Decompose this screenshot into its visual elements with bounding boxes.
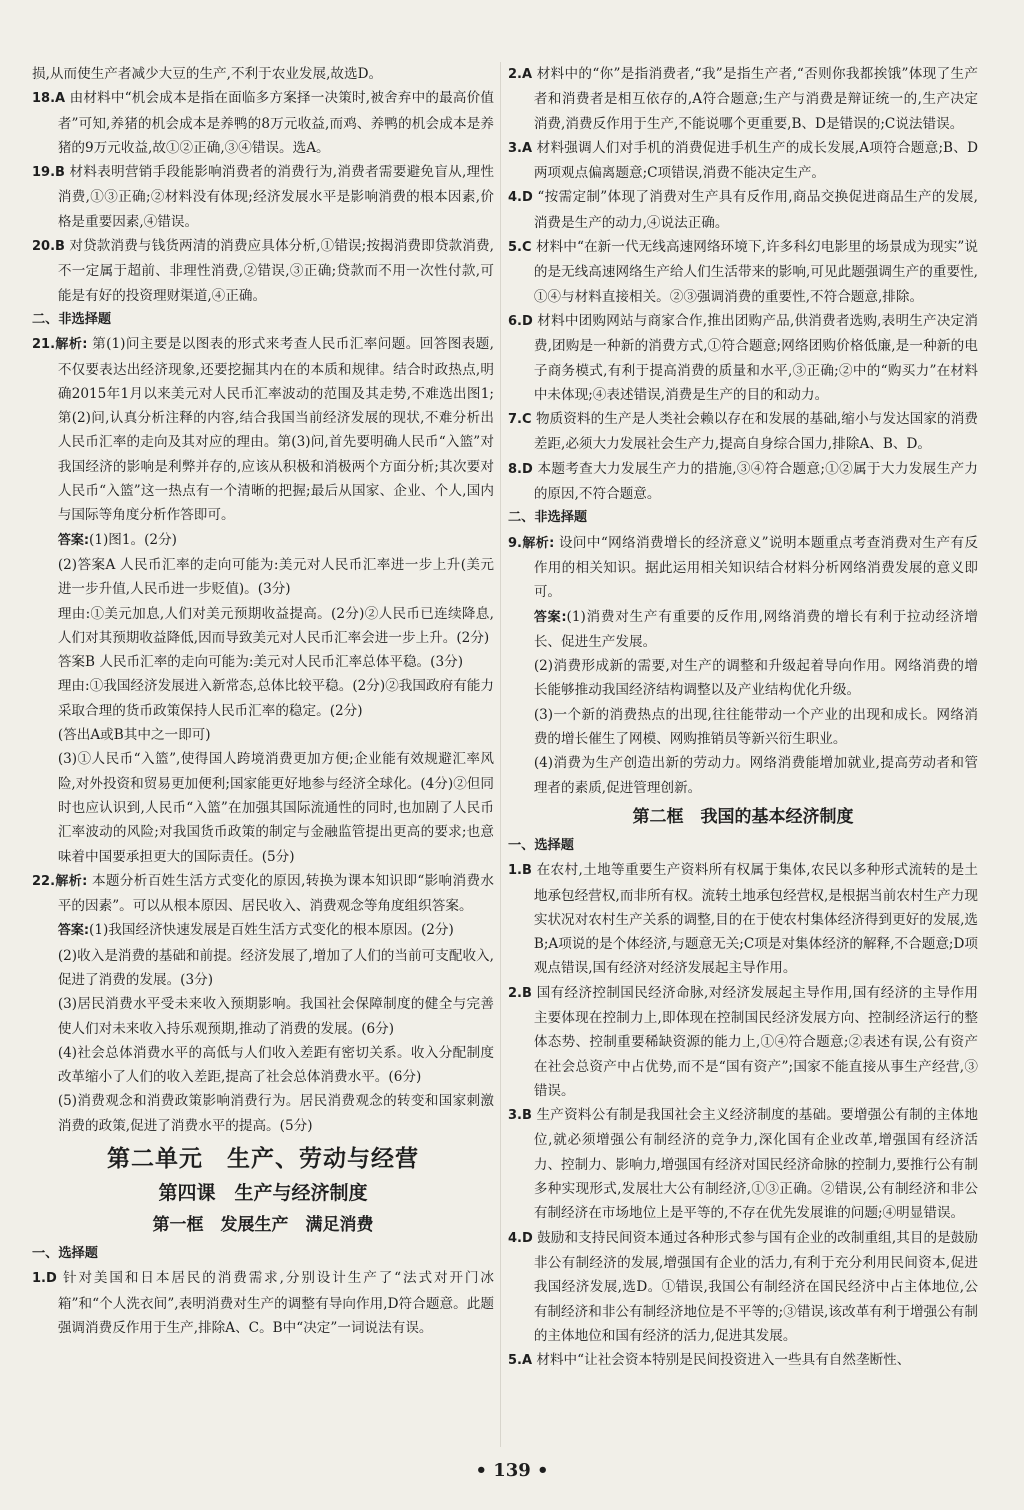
page-number: • 139 • bbox=[475, 1460, 549, 1481]
answer-text: 第(1)问主要是以图表的形式来考查人民币汇率问题。回答图表题,不仅要表达出经济现象,还要挖掘其内在的本质和规律。结合时政热点,明确2015年1月以来美元对人民币汇率波动的范围及其走势,不难选出图1;第(2)问,认真分析注释的内容,结合我国当前经济发展的现状,不难分析出人民币汇率的走向及其对应的理由。第(3)问,首先要明确人民币“入篮”对我国经济的影响是利弊并存的,应该从积极和消极两个方面分析;其次要对人民币“入篮”这一热点有一个清晰的把握;最后从国家、企业、个人,国内与国际等角度分析作答即可。 bbox=[57, 336, 495, 524]
answer-number: 19.B bbox=[32, 165, 65, 181]
answer-label: 答案: bbox=[57, 923, 90, 939]
answer-text: 对贷款消费与钱货两清的消费应具体分析,①错误;按揭消费即贷款消费,不一定属于超前、非理性消费,②错误,③正确;贷款而不用一次性付款,可能是有好的投资理财渠道,④正确。 bbox=[57, 238, 494, 304]
answer-detail bbox=[508, 605, 978, 655]
section-heading: 一、选择题 bbox=[508, 837, 574, 853]
answer-number: 6.D bbox=[508, 313, 533, 329]
answer-number: 20.B bbox=[32, 239, 65, 255]
answer-item bbox=[508, 457, 978, 507]
answer-detail-text: 理由:①我国经济发展进入新常态,总体比较平稳。(2分)②我国政府有能力采取合理的货币政策保持人民币汇率的稳定。(2分) bbox=[57, 678, 494, 719]
answer-text: 本题考查大力发展生产力的措施,③④符合题意;①②属于大力发展生产力的原因,不符合题意。 bbox=[533, 460, 978, 503]
answer-number: 21.解析: bbox=[32, 337, 88, 353]
answer-detail-text: (3)①人民币“入篮”,使得国人跨境消费更加方便;企业能有效规避汇率风险,对外投资和贸易更加便利;国家能更好地参与经济全球化。(4分)②但同时也应认识到,人民币“入篮”在加强其国际流通性的同时,也加剧了人民币汇率波动的风险;对我国货币政策的制定与金融监管提出更高的要求;也意味着中国要承担更大的国际责任。(5分) bbox=[57, 751, 494, 865]
answer-number: 4.D bbox=[508, 190, 533, 206]
answer-detail bbox=[508, 703, 978, 752]
unit-title: 第二单元 生产、劳动与经营 bbox=[107, 1146, 419, 1173]
lesson-title: 第四课 生产与经济制度 bbox=[158, 1182, 368, 1205]
section-heading: 二、非选择题 bbox=[32, 311, 112, 327]
answer-number: 1.D bbox=[32, 1271, 57, 1287]
answer-text: 材料强调人们对手机的消费促进手机生产的成长发展,A项符合题意;B、D两项观点偏离题意;C项错误,消费不能决定生产。 bbox=[533, 139, 979, 182]
answer-detail-text: (1)消费对生产有重要的反作用,网络消费的增长有利于拉动经济增长、促进生产发展。 bbox=[533, 608, 979, 650]
answer-text: 本题分析百姓生活方式变化的原因,转换为课本知识即“影响消费水平的因素”。可以从根本原因、居民收入、消费观念等角度组织答案。 bbox=[57, 872, 494, 915]
answer-number: 9.解析: bbox=[508, 535, 555, 551]
answer-detail bbox=[32, 918, 494, 943]
answer-item bbox=[508, 981, 978, 1103]
answer-detail bbox=[32, 1041, 494, 1090]
left-column bbox=[32, 62, 494, 1340]
answer-text: 材料中的“你”是指消费者,“我”是指生产者,“否则你我都挨饿”体现了生产者和消费者是相互依存的,A符合题意;生产与消费是辩证统一的,生产决定消费,消费反作用于生产,不能说哪个更重要,B、D是错误的;C说法错误。 bbox=[533, 66, 978, 132]
answer-text: 材料中“在新一代无线高速网络环境下,许多科幻电影里的场景成为现实”说的是无线高速网络生产给人们生活带来的影响,可见此题强调生产的重要性,①④与材料直接相关。②③强调消费的重要性,不符合题意,排除。 bbox=[533, 239, 979, 305]
answer-number: 5.C bbox=[508, 240, 532, 256]
answer-detail-text: (5)消费观念和消费政策影响消费行为。居民消费观念的转变和国家刺激消费的政策,促进了消费水平的提高。(5分) bbox=[57, 1093, 494, 1134]
answer-detail bbox=[32, 944, 494, 993]
answer-item bbox=[32, 1266, 494, 1340]
answer-text: 鼓励和支持民间资本通过各种形式参与国有企业的改制重组,其目的是鼓励非公有制经济的发展,增强国有企业的活力,有利于充分利用民间资本,促进我国经济发展,选D。①错误,我国公有制经济在国民经济中占主体地位,公有制经济和非公有制经济地位是不平等的;③错误,该改革有利于增强公有制的主体地位和国有经济的活力,促进其发展。 bbox=[533, 1229, 978, 1344]
answer-text: 材料中“让社会资本特别是民间投资进入一些具有自然垄断性、 bbox=[536, 1352, 911, 1369]
frame-title: 第一框 发展生产 满足消费 bbox=[152, 1215, 374, 1236]
answer-text: 物质资料的生产是人类社会赖以存在和发展的基础,缩小与发达国家的消费差距,必须大力发展社会生产力,提高自身综合国力,排除A、B、D。 bbox=[533, 411, 978, 453]
answer-item bbox=[508, 136, 978, 186]
answer-detail-text: (答出A或B其中之一即可) bbox=[57, 727, 211, 744]
answer-text: 在农村,土地等重要生产资料所有权属于集体,农民以多种形式流转的是土地承包经营权,而非所有权。流转土地承包经营权,是根据当前农村生产力现实状况对农村生产关系的调整,目的在于使农村集体经济得到更好的发展,选B;A项说的是个体经济,与题意无关;C项是对集体经济的解释,不合题意;D项观点错误,国有经济对经济发展起主导作用。 bbox=[533, 862, 979, 977]
answer-item bbox=[508, 858, 978, 980]
answer-number: 7.C bbox=[508, 412, 532, 428]
right-column bbox=[508, 62, 978, 1373]
answer-number: 3.B bbox=[508, 1108, 532, 1124]
continued-paragraph bbox=[32, 62, 494, 86]
answer-detail-text: (2)消费形成新的需要,对生产的调整和升级起着导向作用。网络消费的增长能够推动我国经济结构调整以及产业结构优化升级。 bbox=[533, 658, 978, 699]
answer-detail-text: (1)图1。(2分) bbox=[89, 531, 177, 548]
answer-item bbox=[32, 160, 494, 234]
answer-detail-text: (2)收入是消费的基础和前提。经济发展了,增加了人们的当前可支配收入,促进了消费的发展。(3分) bbox=[57, 947, 494, 988]
answer-text: 材料中团购网站与商家合作,推出团购产品,供消费者选购,表明生产决定消费,团购是一种新的消费方式,①符合题意;网络团购价格低廉,是一种新的电子商务模式,有利于提高消费的质量和水平,③正确;②中的“购买力”在材料中未体现;④表述错误,消费是生产的目的和动力。 bbox=[533, 312, 978, 403]
column-divider bbox=[500, 62, 501, 1447]
answer-item bbox=[32, 234, 494, 308]
answer-detail-text: (3)一个新的消费热点的出现,往往能带动一个产业的出现和成长。网络消费的增长催生了网模、网购推销员等新兴衍生职业。 bbox=[533, 706, 978, 748]
answer-number: 5.A bbox=[508, 1353, 533, 1369]
answer-label: 答案: bbox=[533, 609, 567, 625]
answer-item bbox=[508, 235, 978, 309]
answer-text: 材料表明营销手段能影响消费者的消费行为,消费者需要避免盲从,理性消费,①③正确;②材料没有体现;经济发展水平是影响消费的根本因素,价格是重要因素,④错误。 bbox=[57, 164, 495, 230]
answer-item bbox=[32, 332, 494, 527]
answer-text: 国有经济控制国民经济命脉,对经济发展起主导作用,国有经济的主导作用主要体现在控制力上,即体现在控制国民经济发展方向、控制经济运行的整体态势、控制重要稀缺资源的能力上,①④符合题意;②表述有误,公有资产在社会总资产中占优势,而不是“国有资产”;国家不能直接从事生产经营,③错误。 bbox=[533, 984, 979, 1099]
answer-detail-text: (2)答案A 人民币汇率的走向可能为:美元对人民币汇率进一步上升(美元进一步升值,人民币进一步贬值)。(3分) bbox=[57, 556, 494, 598]
answer-detail bbox=[32, 602, 494, 651]
answer-number: 3.A bbox=[508, 140, 533, 156]
answer-number: 22.解析: bbox=[32, 873, 88, 889]
answer-item bbox=[508, 531, 978, 605]
answer-item bbox=[508, 185, 978, 235]
section-heading: 一、选择题 bbox=[32, 1246, 98, 1262]
frame-title: 第二框 我国的基本经济制度 bbox=[632, 806, 854, 827]
answer-number: 2.B bbox=[508, 985, 532, 1001]
answer-number: 4.D bbox=[508, 1230, 533, 1246]
answer-item bbox=[508, 1103, 978, 1225]
answer-item bbox=[508, 407, 978, 457]
answer-number: 1.B bbox=[508, 863, 532, 879]
answer-item bbox=[508, 309, 978, 407]
answer-text: “按需定制”体现了消费对生产具有反作用,商品交换促进商品生产的发展,消费是生产的动力,④说法正确。 bbox=[533, 189, 978, 231]
answer-detail-text: (4)消费为生产创造出新的劳动力。网络消费能增加就业,提高劳动者和管理者的素质,促进管理创新。 bbox=[533, 755, 978, 796]
answer-detail bbox=[32, 528, 494, 553]
answer-detail bbox=[32, 553, 494, 602]
answer-text: 损,从而使生产者减少大豆的生产,不利于农业发展,故选D。 bbox=[32, 66, 383, 82]
answer-detail bbox=[508, 654, 978, 703]
answer-number: 2.A bbox=[508, 67, 533, 82]
answer-text: 针对美国和日本居民的消费需求,分别设计生产了“法式对开门冰箱”和“个人洗衣间”,表明消费对生产的调整有导向作用,D符合题意。此题强调消费反作用于生产,排除A、C。B中“决定”一词说法有误。 bbox=[57, 1270, 494, 1336]
answer-item bbox=[32, 86, 494, 160]
answer-detail bbox=[508, 751, 978, 800]
answer-item bbox=[508, 1226, 978, 1348]
answer-text: 生产资料公有制是我国社会主义经济制度的基础。要增强公有制的主体地位,就必须增强公有制经济的竞争力,深化国有企业改革,增强国有经济活力、控制力、影响力,增强国有经济对国民经济命脉的控制力,要推行公有制多种实现形式,发展壮大公有制经济,①③正确。②错误,公有制经济和非公有制经济在市场地位上是平等的,不存在优先发展谁的问题;④明显错误。 bbox=[533, 1107, 979, 1222]
answer-text: 设问中“网络消费增长的经济意义”说明本题重点考查消费对生产有反作用的相关知识。据此运用相关知识结合材料分析网络消费发展的意义即可。 bbox=[533, 534, 978, 601]
answer-item bbox=[508, 62, 978, 136]
answer-detail-text: (3)居民消费水平受未来收入预期影响。我国社会保障制度的健全与完善使人们对未来收入持乐观预期,推动了消费的发展。(6分) bbox=[57, 996, 494, 1037]
answer-text: 由材料中“机会成本是指在面临多方案择一决策时,被舍弃中的最高价值者”可知,养猪的机会成本是养鸭的8万元收益,而鸡、养鸭的机会成本是养猪的9万元收益,故①②正确,③④错误。选A。 bbox=[57, 90, 494, 156]
answer-detail bbox=[32, 723, 494, 747]
answer-detail-text: (1)我国经济快速发展是百姓生活方式变化的根本原因。(2分) bbox=[89, 922, 454, 939]
answer-label: 答案: bbox=[57, 532, 90, 548]
answer-detail bbox=[32, 1089, 494, 1138]
answer-detail bbox=[32, 747, 494, 868]
answer-number: 8.D bbox=[508, 461, 533, 477]
answer-number: 18.A bbox=[32, 91, 66, 107]
answer-detail bbox=[32, 992, 494, 1041]
answer-detail-text: 理由:①美元加息,人们对美元预期收益提高。(2分)②人民币已连续降息,人们对其预期收益降低,因而导致美元对人民币汇率会进一步上升。(2分) bbox=[57, 605, 494, 646]
answer-detail bbox=[32, 674, 494, 723]
answer-detail-text: 答案B 人民币汇率的走向可能为:美元对人民币汇率总体平稳。(3分) bbox=[57, 654, 464, 671]
answer-item bbox=[32, 869, 494, 919]
section-heading: 二、非选择题 bbox=[508, 510, 588, 526]
answer-item bbox=[508, 1348, 978, 1373]
answer-detail-text: (4)社会总体消费水平的高低与人们收入差距有密切关系。收入分配制度改革缩小了人们的收入差距,提高了社会总体消费水平。(6分) bbox=[57, 1044, 494, 1086]
answer-detail bbox=[32, 650, 494, 674]
